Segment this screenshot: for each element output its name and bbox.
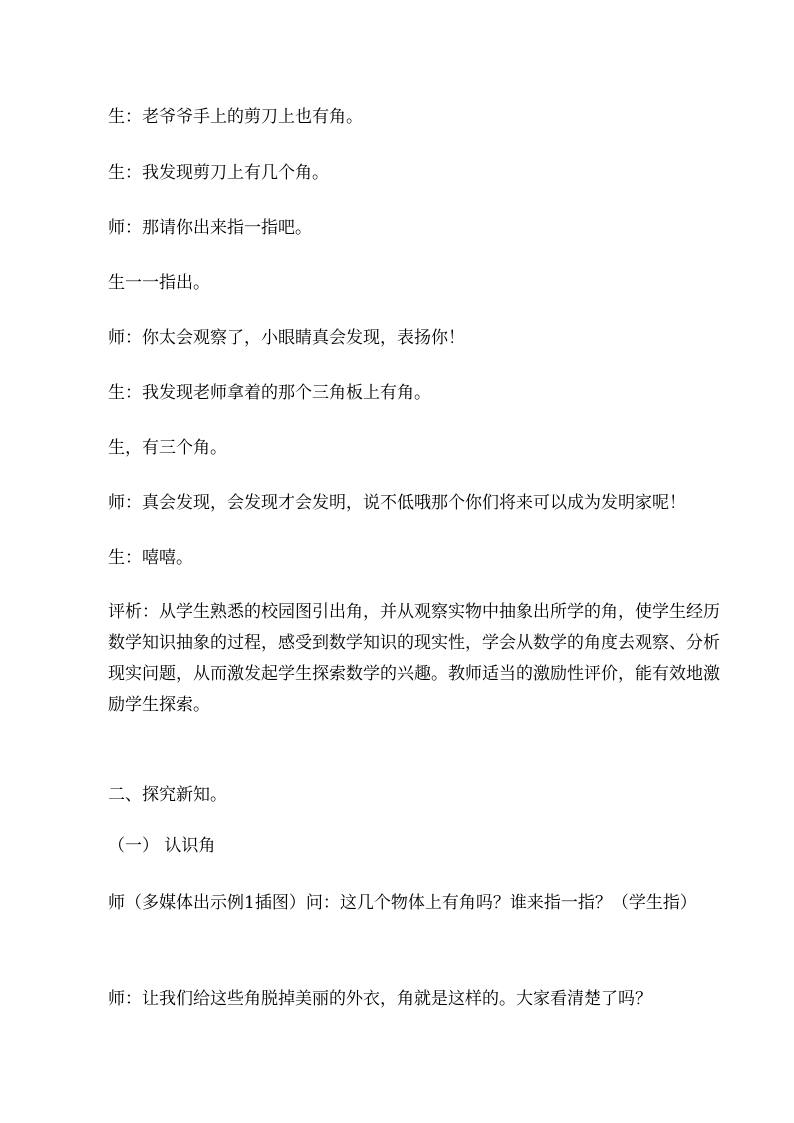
subsection-heading: （一） 认识角 <box>108 836 216 856</box>
dialogue-line: 生：我发现剪刀上有几个角。 <box>108 163 329 183</box>
dialogue-line: 生：老爷爷手上的剪刀上也有角。 <box>108 107 363 127</box>
analysis-paragraph: 评析：从学生熟悉的校园图引出角，并从观察实物中抽象出所学的角，使学生经历数学知识抽象的过程，感受到数学知识的现实性，学会从数学的角度去观察、分析现实问题，从而激发起学生探索数学的兴趣。教师适当的激励性评价，能有效地激励学生探索。 <box>108 602 720 715</box>
final-line: 师：让我们给这些角脱掉美丽的外衣，角就是这样的。大家看清楚了吗？ <box>108 989 652 1009</box>
dialogue-line: 师：你太会观察了，小眼睛真会发现，表扬你！ <box>108 328 465 348</box>
question-paragraph: 师（多媒体出示例1插图）问：这几个物体上有角吗？谁来指一指？（学生指） <box>108 893 697 913</box>
dialogue-line: 生一一指出。 <box>108 273 210 293</box>
dialogue-line: 师：真会发现，会发现才会发明，说不低哦那个你们将来可以成为发明家呢！ <box>108 493 686 513</box>
dialogue-line: 生：我发现老师拿着的那个三角板上有角。 <box>108 383 431 403</box>
dialogue-line: 生：嘻嘻。 <box>108 548 193 568</box>
dialogue-line: 师：那请你出来指一指吧。 <box>108 218 312 238</box>
dialogue-line: 生，有三个角。 <box>108 438 227 458</box>
section-heading: 二、探究新知。 <box>108 785 227 805</box>
